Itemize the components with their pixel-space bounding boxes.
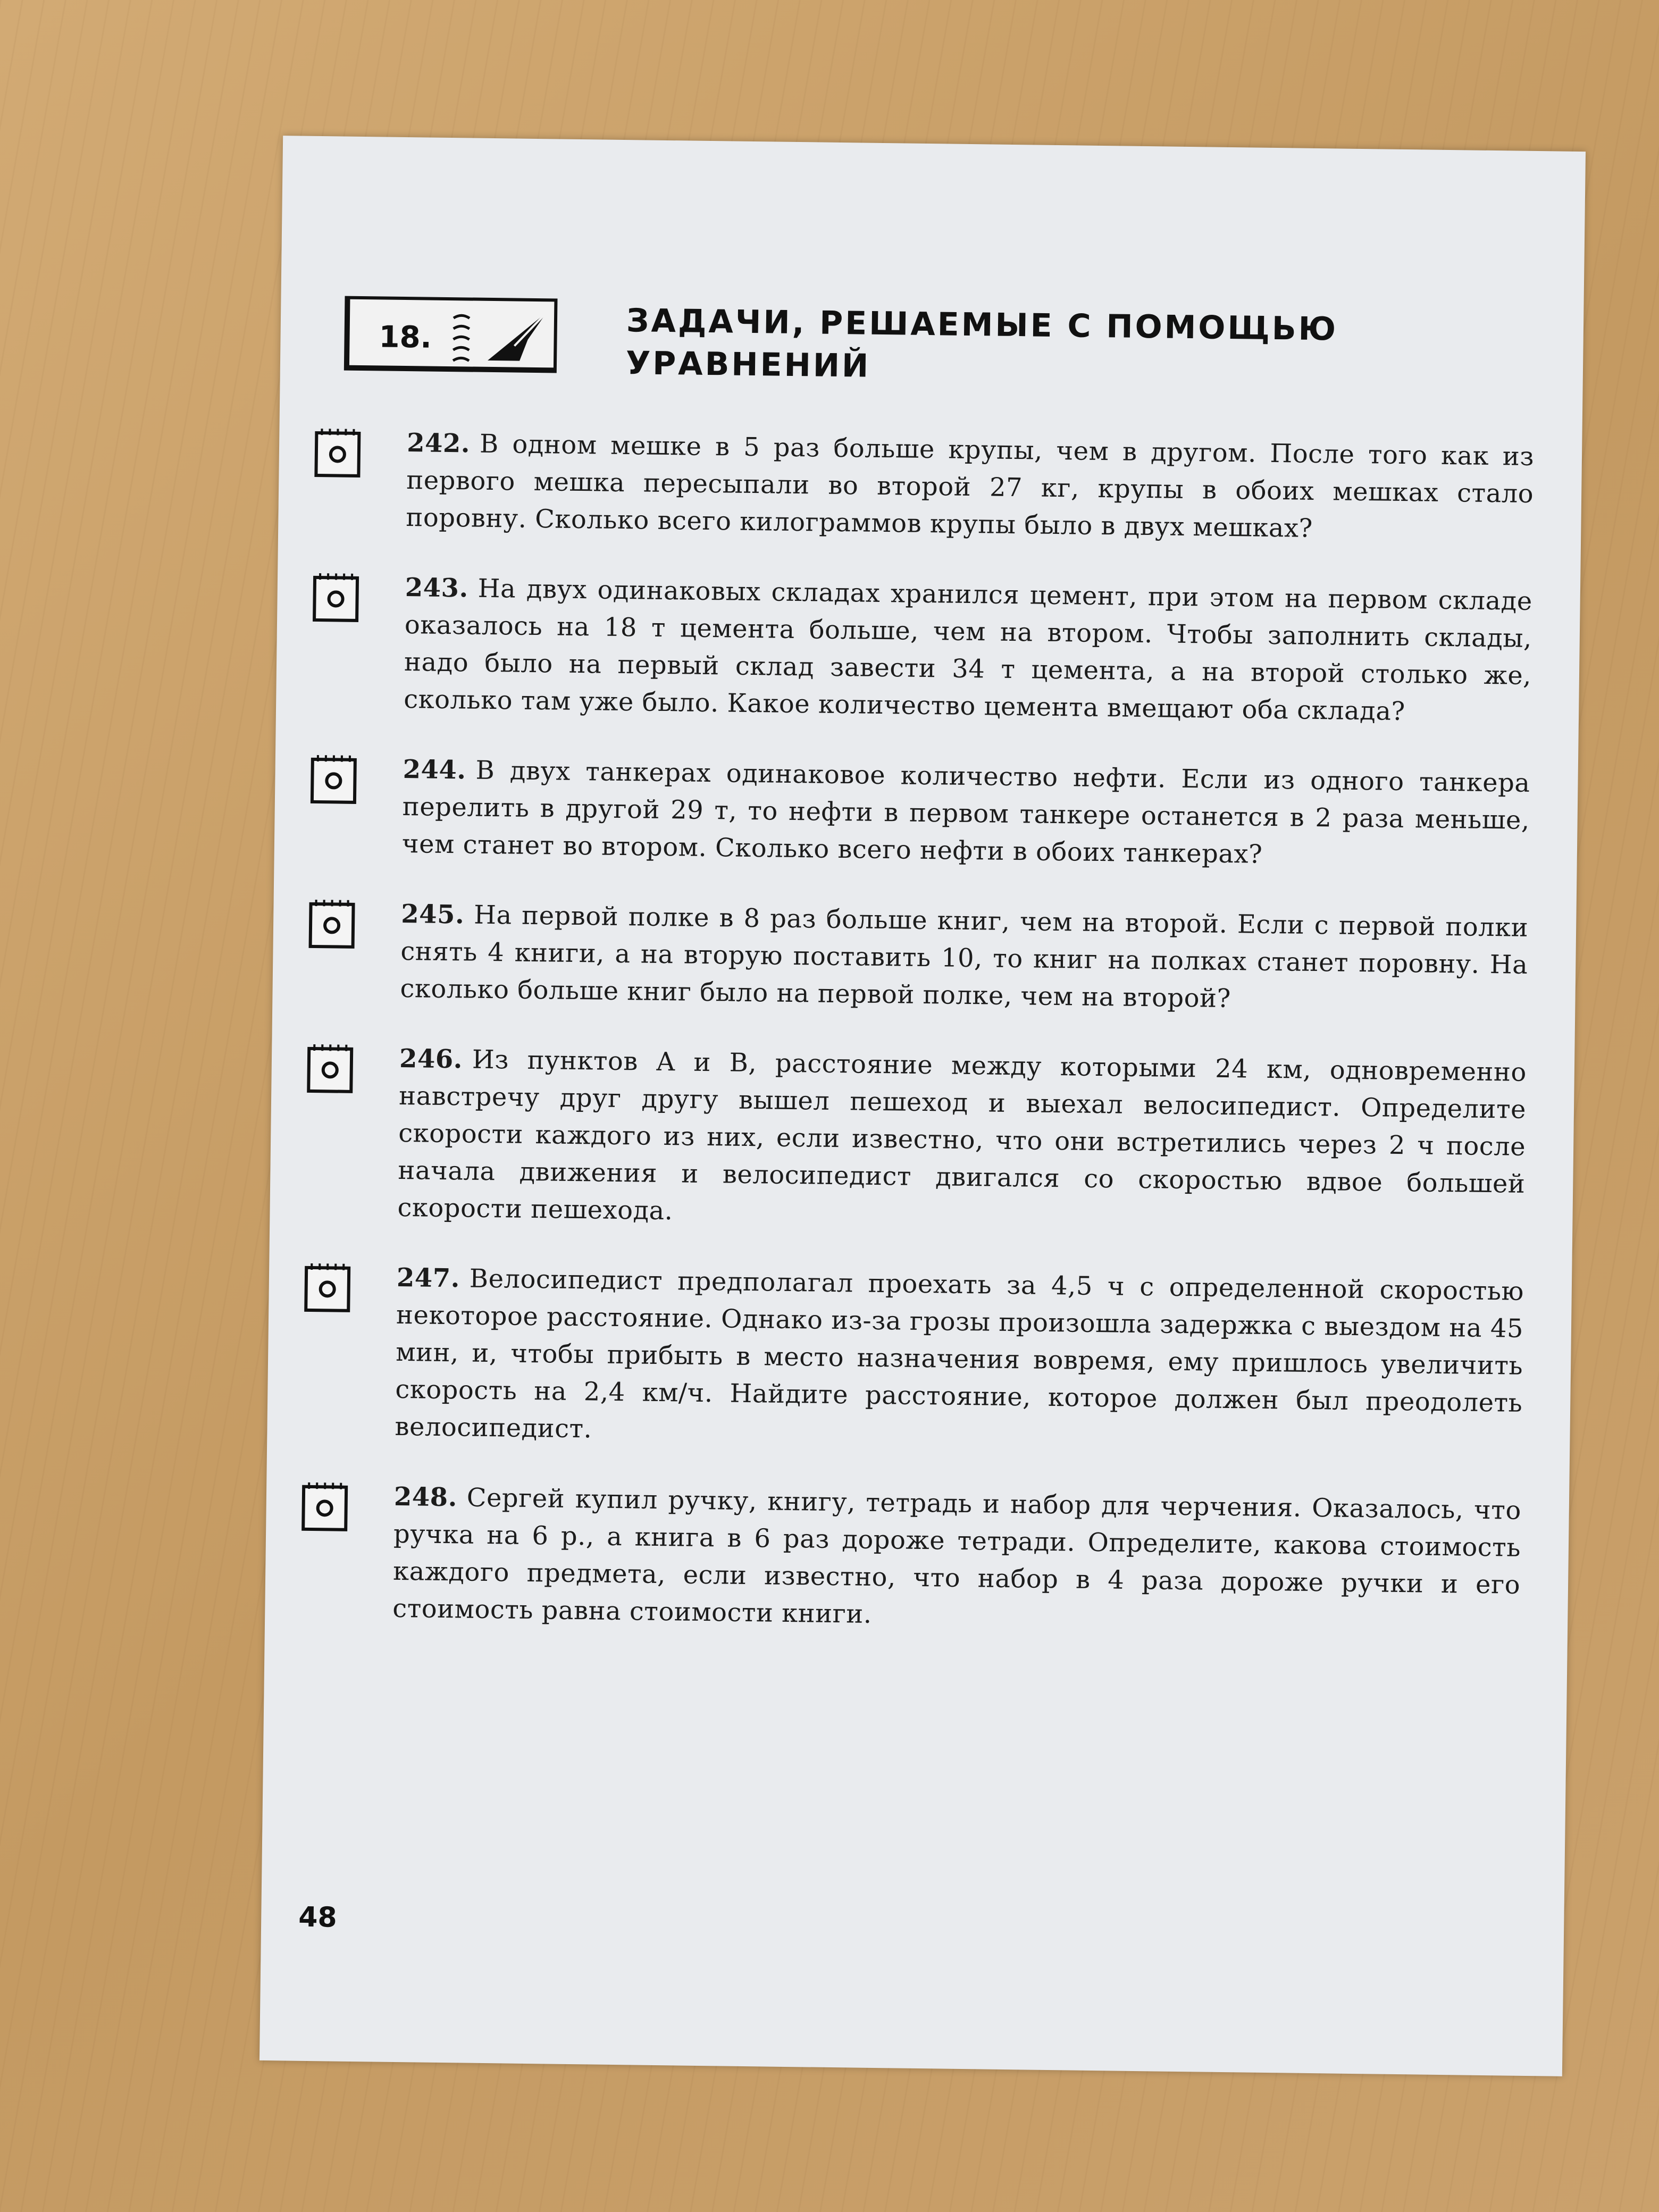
problem-number: 244. — [403, 755, 466, 785]
notepad-icon — [305, 894, 358, 953]
chapter-number: 18. — [379, 320, 432, 355]
problem-number: 247. — [396, 1262, 460, 1294]
problem-247 — [299, 1258, 1524, 1459]
problem-text — [404, 569, 1532, 732]
problem-number: 243. — [405, 573, 469, 604]
notepad-icon — [300, 1258, 354, 1317]
problem-246 — [301, 1039, 1527, 1240]
problem-242 — [310, 423, 1534, 550]
problem-text — [402, 751, 1530, 876]
notepad-icon — [307, 750, 361, 809]
textbook-page — [259, 136, 1586, 2076]
notepad-icon — [298, 1477, 351, 1536]
notepad-icon — [309, 568, 363, 627]
problem-body: В одном мешке в 5 раз больше крупы, чем в другом. После того как из первого мешка пересыпали во второй 27 кг, крупы в обоих мешках стало поровну. Сколько всего килограммов крупы было в двух мешках? — [406, 429, 1535, 543]
page-number: 48 — [298, 1901, 338, 1934]
problem-body: Велосипедист предполагал проехать за 4,5 ч с определенной скоростью некоторое расстояние. Однако из-за грозы произошла задержка с выездом на 45 мин, и, чтобы прибыть в место назначения вовремя, ему пришлось увеличить скорость на 2,4 км/ч. Найдите расстояние, которое должен был преодолеть велосипедист. — [395, 1263, 1524, 1444]
problem-text — [406, 424, 1534, 550]
problem-text — [395, 1259, 1524, 1459]
notebook-spiral-icon — [450, 305, 472, 368]
notepad-icon — [303, 1039, 357, 1098]
problem-number: 248. — [393, 1481, 458, 1513]
problem-243 — [308, 568, 1532, 732]
problem-number: 246. — [399, 1043, 463, 1075]
problem-body: На двух одинаковых складах хранился цемент, при этом на первом складе оказалось на 18 т цемента больше, чем на втором. Чтобы заполнить склады, надо было на первый склад завести 34 т цемента, а на второй столько же, сколько там уже было. Какое количество цемента вмещают оба склада? — [403, 573, 1533, 727]
problem-body: На первой полке в 8 раз больше книг, чем на второй. Если с первой полки снять 4 книги, а на вторую поставить 10, то книг на полках станет поровну. На сколько больше книг было на первой полке, чем на второй? — [400, 900, 1529, 1014]
pencil-icon — [482, 307, 552, 367]
problem-244 — [306, 750, 1530, 876]
problem-248 — [297, 1477, 1521, 1641]
problem-245 — [304, 894, 1528, 1021]
problem-body: Сергей купил ручку, книгу, тетрадь и набор для черчения. Оказалось, что ручка на 6 р., а книга в 6 раз дороже тетради. Определите, какова стоимость каждого предмета, если известно, что набор в 4 раза дороже ручки и его стоимость равна стоимости книги. — [392, 1482, 1522, 1629]
problem-body: Из пунктов A и B, расстояние между которыми 24 км, одновременно навстречу друг другу вышел пешеход и выехал велосипедист. Определите скорости каждого из них, если известно, что они встретились через 2 ч после начала движения и велосипедист двигался со скоростью вдвое большей скорости пешехода. — [397, 1044, 1527, 1226]
problem-body: В двух танкерах одинаковое количество нефти. Если из одного танкера перелить в другой 29 т, то нефти в первом танкере останется в 2 раза меньше, чем станет во втором. Сколько всего нефти в обоих танкерах? — [401, 755, 1530, 869]
chapter-badge — [344, 296, 558, 373]
problem-text — [397, 1040, 1527, 1240]
problem-list — [296, 423, 1534, 1674]
chapter-title-line-1: ЗАДАЧИ, РЕШАЕМЫЕ С ПОМОЩЬЮ — [626, 302, 1338, 348]
problem-number: 242. — [406, 428, 471, 459]
problem-text — [400, 895, 1528, 1021]
problem-text — [392, 1478, 1521, 1641]
notepad-icon — [311, 423, 364, 482]
problem-number: 245. — [400, 899, 465, 930]
chapter-title-line-2: УРАВНЕНИЙ — [625, 345, 871, 385]
chapter-title — [626, 299, 1478, 395]
